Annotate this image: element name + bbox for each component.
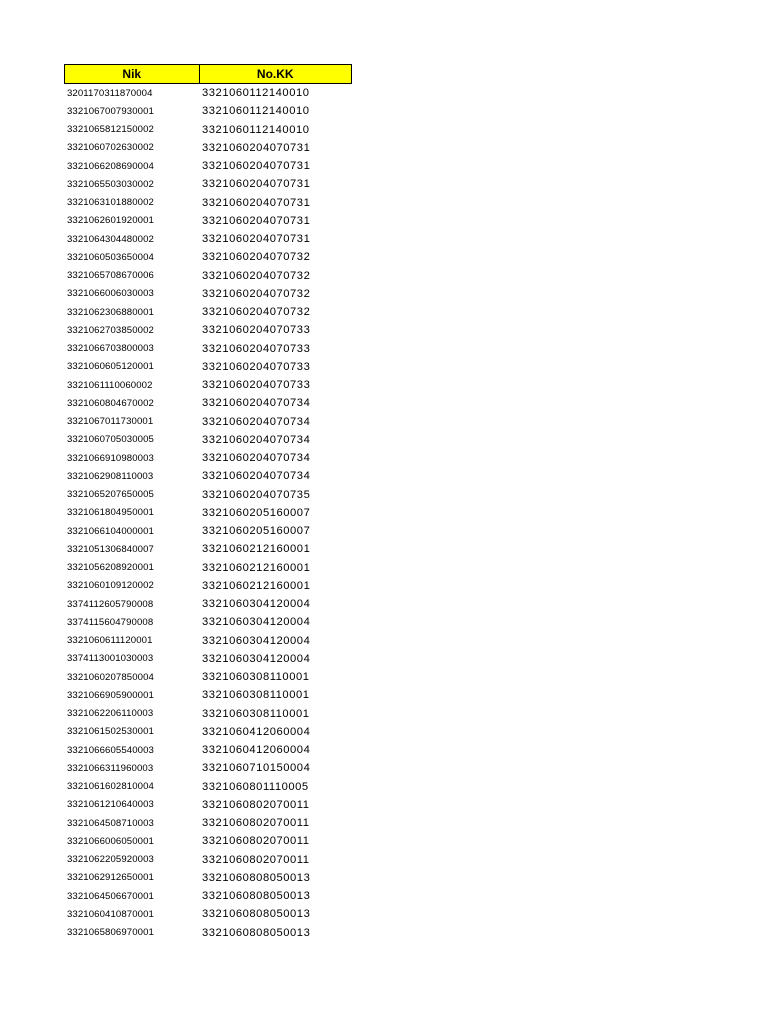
no-kk-cell: 3321060112140010 — [202, 105, 310, 118]
no-kk-cell: 3321060212160001 — [202, 543, 311, 556]
no-kk-cell: 3321060204070731 — [202, 196, 311, 209]
table-row — [64, 577, 352, 595]
no-kk-cell: 3321060808050013 — [202, 890, 311, 903]
nik-cell: 3321064508710003 — [67, 817, 154, 829]
table-row — [64, 540, 352, 558]
table-header — [64, 64, 352, 84]
table-row — [64, 84, 352, 102]
table-row — [64, 285, 352, 303]
table-row — [64, 449, 352, 467]
nik-cell: 3321060503650004 — [67, 251, 154, 263]
table-row — [64, 905, 352, 923]
no-kk-cell: 3321060204070734 — [202, 470, 311, 483]
nik-cell: 3321064506670001 — [67, 890, 154, 902]
nik-cell: 3374113001030003 — [67, 653, 154, 665]
table-row — [64, 157, 352, 175]
table-body — [64, 84, 352, 942]
table-row — [64, 869, 352, 887]
no-kk-cell: 3321060304120004 — [202, 634, 311, 647]
no-kk-cell: 3321060204070732 — [202, 306, 311, 319]
no-kk-cell: 3321060304120004 — [202, 616, 311, 629]
no-kk-cell: 3321060308110001 — [202, 689, 310, 702]
nik-cell: 3321062205920003 — [67, 854, 154, 866]
nik-cell: 3321066910980003 — [67, 452, 154, 464]
nik-cell: 3321065812150002 — [67, 124, 154, 136]
nik-cell: 3321060804670002 — [67, 397, 154, 409]
nik-cell: 3321061602810004 — [67, 781, 154, 793]
nik-cell: 3321060605120001 — [67, 361, 154, 373]
no-kk-cell: 3321060412060004 — [202, 725, 311, 738]
table-row — [64, 102, 352, 120]
table-row — [64, 212, 352, 230]
nik-cell: 3321065708670006 — [67, 270, 154, 282]
nik-cell: 3321061110060002 — [67, 379, 153, 391]
no-kk-cell: 3321060204070732 — [202, 269, 311, 282]
no-kk-cell: 3321060212160001 — [202, 579, 311, 592]
table-row — [64, 924, 352, 942]
table-row — [64, 321, 352, 339]
no-kk-cell: 3321060204070734 — [202, 452, 311, 465]
no-kk-cell: 3321060304120004 — [202, 652, 311, 665]
no-kk-cell: 3321060204070731 — [202, 160, 311, 173]
table-row — [64, 376, 352, 394]
no-kk-cell: 3321060204070735 — [202, 488, 311, 501]
nik-cell: 3321066703800003 — [67, 343, 154, 355]
table-row — [64, 230, 352, 248]
table-row — [64, 705, 352, 723]
table-row — [64, 887, 352, 905]
no-kk-cell: 3321060304120004 — [202, 598, 311, 611]
nik-cell: 3321065503030002 — [67, 178, 154, 190]
nik-cell: 3321062703850002 — [67, 324, 154, 336]
no-kk-cell: 3321060802070011 — [202, 798, 310, 811]
header-no-kk: No.KK — [256, 67, 294, 81]
nik-cell: 3321062206110003 — [67, 708, 154, 720]
table-row — [64, 431, 352, 449]
table-row — [64, 686, 352, 704]
no-kk-cell: 3321060204070732 — [202, 287, 311, 300]
nik-cell: 3321061502530001 — [67, 726, 154, 738]
table-row — [64, 668, 352, 686]
no-kk-cell: 3321060204070733 — [202, 360, 311, 373]
table-row — [64, 139, 352, 157]
no-kk-cell: 3321060808050013 — [202, 908, 311, 921]
table-row — [64, 121, 352, 139]
table-row — [64, 267, 352, 285]
table-row — [64, 504, 352, 522]
no-kk-cell: 3321060204070734 — [202, 415, 311, 428]
table-row — [64, 340, 352, 358]
nik-cell: 3321060410870001 — [67, 908, 154, 920]
nik-cell: 3321060705030005 — [67, 434, 154, 446]
table-row — [64, 394, 352, 412]
table-row — [64, 467, 352, 485]
no-kk-cell: 3321060204070732 — [202, 251, 311, 264]
nik-cell: 3321064304480002 — [67, 233, 154, 245]
nik-cell: 3321060611120001 — [67, 635, 153, 647]
table-row — [64, 650, 352, 668]
no-kk-cell: 3321060205160007 — [202, 525, 311, 538]
nik-cell: 3321051306840007 — [67, 543, 154, 555]
nik-cell: 3321066605540003 — [67, 744, 154, 756]
nik-cell: 3321065806970001 — [67, 927, 154, 939]
no-kk-cell: 3321060204070733 — [202, 379, 311, 392]
no-kk-cell: 3321060802070011 — [202, 817, 310, 830]
table-row — [64, 175, 352, 193]
no-kk-cell: 3321060802070011 — [202, 835, 310, 848]
nik-cell: 3321061804950001 — [67, 507, 154, 519]
nik-cell: 3321062601920001 — [67, 215, 154, 227]
table-row — [64, 613, 352, 631]
table-row — [64, 723, 352, 741]
nik-cell: 3374115604790008 — [67, 616, 154, 628]
nik-cell: 3321066208690004 — [67, 160, 154, 172]
nik-cell: 3374112605790008 — [67, 598, 154, 610]
no-kk-cell: 3321060204070734 — [202, 433, 311, 446]
table-row — [64, 632, 352, 650]
nik-cell: 3321066006030003 — [67, 288, 154, 300]
nik-cell: 3321061210640003 — [67, 799, 154, 811]
no-kk-cell: 3321060802070011 — [202, 853, 310, 866]
table-row — [64, 832, 352, 850]
nik-cell: 3321063101880002 — [67, 197, 154, 209]
nik-cell: 3321066311960003 — [67, 762, 154, 774]
no-kk-cell: 3321060308110001 — [202, 707, 310, 720]
no-kk-cell: 3321060204070731 — [202, 178, 311, 191]
table-row — [64, 413, 352, 431]
header-nik: Nik — [65, 65, 200, 83]
table-row — [64, 358, 352, 376]
nik-cell: 3321067011730001 — [67, 416, 154, 428]
no-kk-cell: 3321060204070734 — [202, 397, 311, 410]
table-row — [64, 796, 352, 814]
no-kk-cell: 3321060204070733 — [202, 324, 311, 337]
table-row — [64, 486, 352, 504]
table-row — [64, 559, 352, 577]
no-kk-cell: 3321060112140010 — [202, 87, 310, 100]
nik-cell: 3321062306880001 — [67, 306, 154, 318]
nik-cell: 3201170311870004 — [67, 87, 153, 99]
table-row — [64, 778, 352, 796]
no-kk-cell: 3321060808050013 — [202, 871, 311, 884]
table-row — [64, 741, 352, 759]
table-row — [64, 814, 352, 832]
table-row — [64, 595, 352, 613]
table-row — [64, 522, 352, 540]
no-kk-cell: 3321060112140010 — [202, 123, 310, 136]
nik-cell: 3321065207650005 — [67, 489, 154, 501]
no-kk-cell: 3321060204070733 — [202, 342, 311, 355]
nik-cell: 3321060702630002 — [67, 142, 154, 154]
no-kk-cell: 3321060710150004 — [202, 762, 311, 775]
nik-cell: 3321066104000001 — [67, 525, 154, 537]
nik-cell: 3321062908110003 — [67, 470, 154, 482]
nik-cell: 3321066905900001 — [67, 689, 154, 701]
no-kk-cell: 3321060412060004 — [202, 744, 311, 757]
no-kk-cell: 3321060204070731 — [202, 214, 311, 227]
nik-cell: 3321062912650001 — [67, 872, 154, 884]
table-row — [64, 303, 352, 321]
nik-cell: 3321060109120002 — [67, 580, 154, 592]
table-row — [64, 194, 352, 212]
nik-cell: 3321067007930001 — [67, 105, 154, 117]
no-kk-cell: 3321060204070731 — [202, 233, 311, 246]
no-kk-cell: 3321060801110005 — [202, 780, 309, 793]
table-row — [64, 248, 352, 266]
nik-cell: 3321056208920001 — [67, 562, 154, 574]
table-row — [64, 759, 352, 777]
nik-cell: 3321066006050001 — [67, 835, 154, 847]
no-kk-cell: 3321060205160007 — [202, 506, 311, 519]
no-kk-cell: 3321060808050013 — [202, 926, 311, 939]
no-kk-cell: 3321060212160001 — [202, 561, 311, 574]
no-kk-cell: 3321060204070731 — [202, 141, 311, 154]
table-row — [64, 851, 352, 869]
nik-cell: 3321060207850004 — [67, 671, 154, 683]
spreadsheet — [64, 64, 352, 942]
no-kk-cell: 3321060308110001 — [202, 671, 310, 684]
